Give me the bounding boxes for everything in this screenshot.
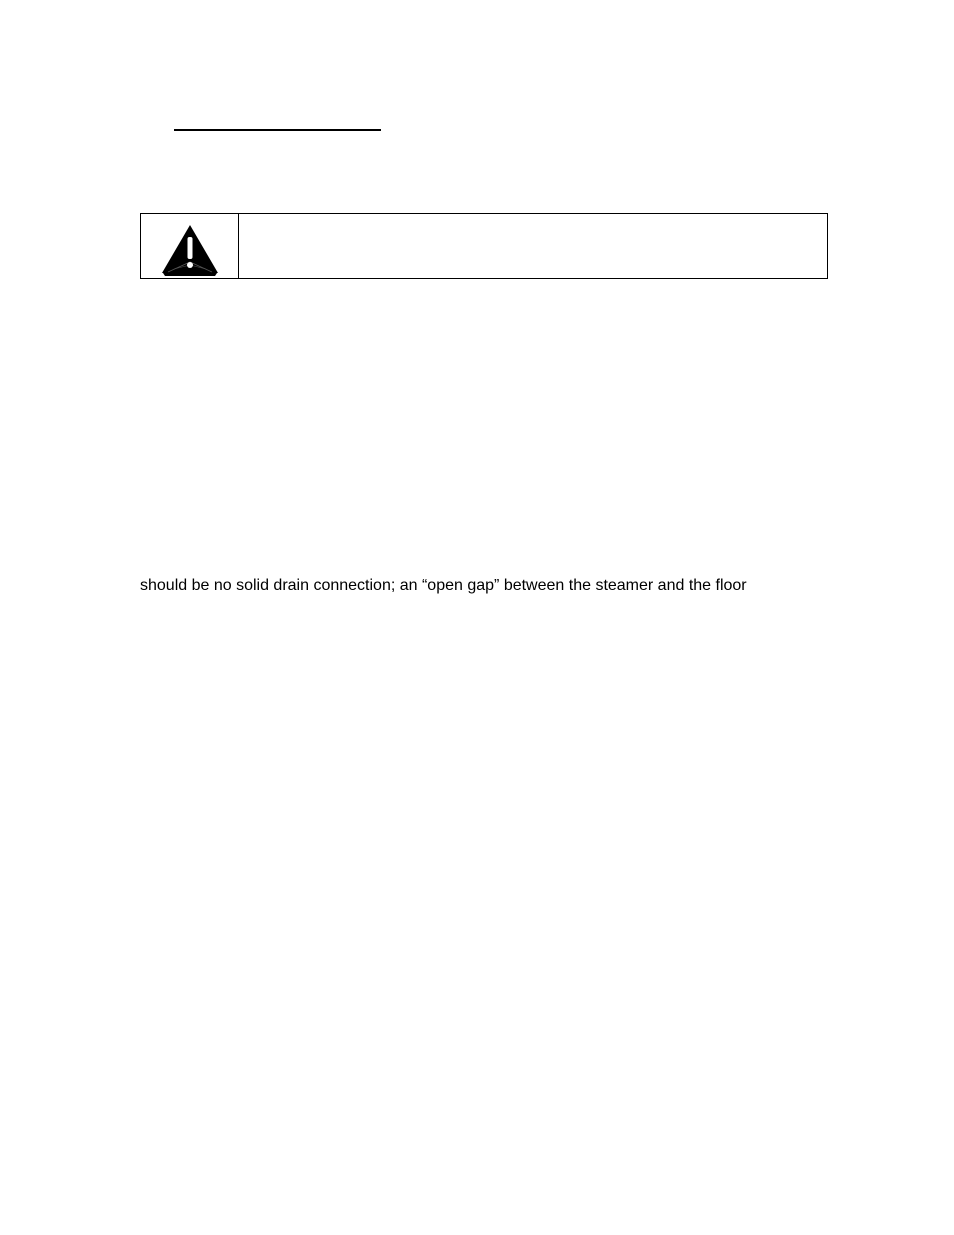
warning-callout-box [140, 213, 828, 279]
body-paragraph-line: should be no solid drain connection; an “open gap” between the steamer and the floor [140, 577, 747, 594]
warning-icon-cell [141, 214, 239, 278]
section-heading-underline [174, 129, 381, 131]
warning-triangle-icon [160, 223, 220, 277]
warning-text-cell [239, 214, 827, 278]
